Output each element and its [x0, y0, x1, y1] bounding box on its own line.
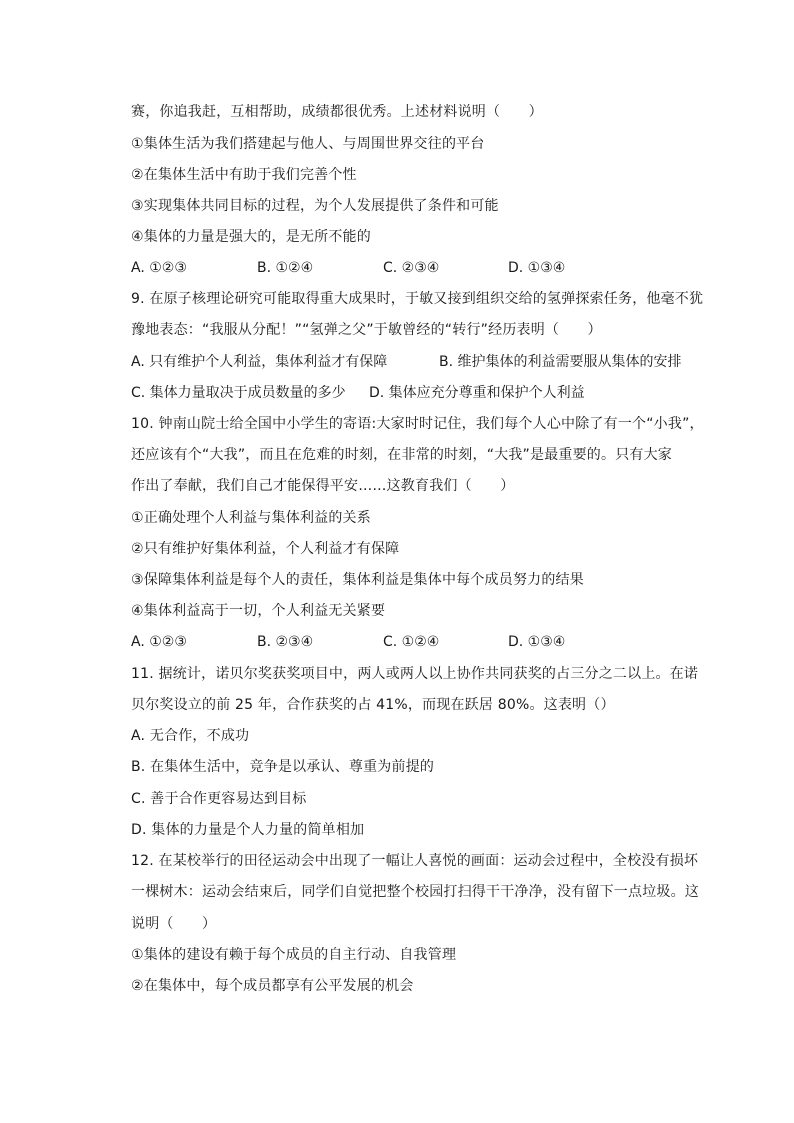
q11-stem-line-2: 贝尔奖设立的前 25 年，合作获奖的占 41%，而现在跃居 80%。这表明（）	[131, 697, 615, 713]
q10-option-d: D. ①③④	[508, 634, 566, 650]
q10-option-c: C. ①②④	[383, 634, 440, 650]
q12-stem-line-1: 12. 在某校举行的田径运动会中出现了一幅让人喜悦的画面：运动会过程中，全校没有损坏	[131, 853, 699, 869]
q8-statement-4: ④集体的力量是强大的，是无所不能的	[131, 229, 371, 245]
q8-option-a: A. ①②③	[131, 260, 187, 276]
q8-statement-3: ③实现集体共同目标的过程，为个人发展提供了条件和可能	[131, 198, 499, 214]
q9-stem-line-2: 豫地表态：“我服从分配！”“氢弹之父”于敏曾经的“转行”经历表明（ ）	[131, 322, 602, 338]
q10-option-a: A. ①②③	[131, 634, 187, 650]
q10-statement-1: ①正确处理个人利益与集体利益的关系	[131, 510, 371, 526]
q10-stem-line-2: 还应该有个“大我”，而且在危难的时刻，在非常的时刻，“大我”是最重要的。只有大家	[131, 447, 673, 463]
q12-stem-line-3: 说明（ ）	[131, 916, 217, 932]
q8-stem-continuation: 赛，你追我赶，互相帮助，成绩都很优秀。上述材料说明（ ）	[131, 104, 543, 120]
q8-option-d: D. ①③④	[508, 260, 566, 276]
q8-statement-1: ①集体生活为我们搭建起与他人、与周围世界交往的平台	[131, 136, 485, 152]
q11-option-a: A. 无合作，不成功	[131, 728, 250, 744]
q12-statement-2: ②在集体中，每个成员都享有公平发展的机会	[131, 978, 414, 994]
q8-option-c: C. ②③④	[383, 260, 440, 276]
q10-statement-4: ④集体利益高于一切，个人利益无关紧要	[131, 603, 386, 619]
q9-option-a: A. 只有维护个人利益，集体利益才有保障	[131, 354, 388, 370]
q9-option-d: D. 集体应充分尊重和保护个人利益	[369, 385, 585, 401]
q11-option-c: C. 善于合作更容易达到目标	[131, 791, 307, 807]
q9-stem-line-1: 9. 在原子核理论研究可能取得重大成果时，于敏又接到组织交给的氢弹探索任务，他毫不犹	[131, 291, 704, 307]
q10-statement-3: ③保障集体利益是每个人的责任，集体利益是集体中每个成员努力的结果	[131, 572, 584, 588]
q8-option-b: B. ①②④	[257, 260, 314, 276]
q8-statement-2: ②在集体生活中有助于我们完善个性	[131, 167, 357, 183]
q11-stem-line-1: 11. 据统计，诺贝尔奖获奖项目中，两人或两人以上协作共同获奖的占三分之二以上。在诺	[131, 666, 699, 682]
q9-option-b: B. 维护集体的利益需要服从集体的安排	[439, 354, 682, 370]
q10-stem-line-3: 作出了奉献，我们自己才能保得平安……这教育我们（ ）	[131, 478, 515, 494]
q12-statement-1: ①集体的建设有赖于每个成员的自主行动、自我管理	[131, 947, 457, 963]
q10-option-b: B. ②③④	[257, 634, 314, 650]
q10-stem-line-1: 10. 钟南山院士给全国中小学生的寄语:大家时时记住，我们每个人心中除了有一个“小我”，	[131, 416, 704, 432]
q10-statement-2: ②只有维护好集体利益，个人利益才有保障	[131, 541, 400, 557]
q12-stem-line-2: 一棵树木：运动会结束后，同学们自觉把整个校园打扫得干干净净，没有留下一点垃圾。这	[131, 884, 699, 900]
q11-option-b: B. 在集体生活中，竞争是以承认、尊重为前提的	[131, 759, 435, 775]
q9-option-c: C. 集体力量取决于成员数量的多少	[131, 385, 346, 401]
q11-option-d: D. 集体的力量是个人力量的简单相加	[131, 822, 365, 838]
